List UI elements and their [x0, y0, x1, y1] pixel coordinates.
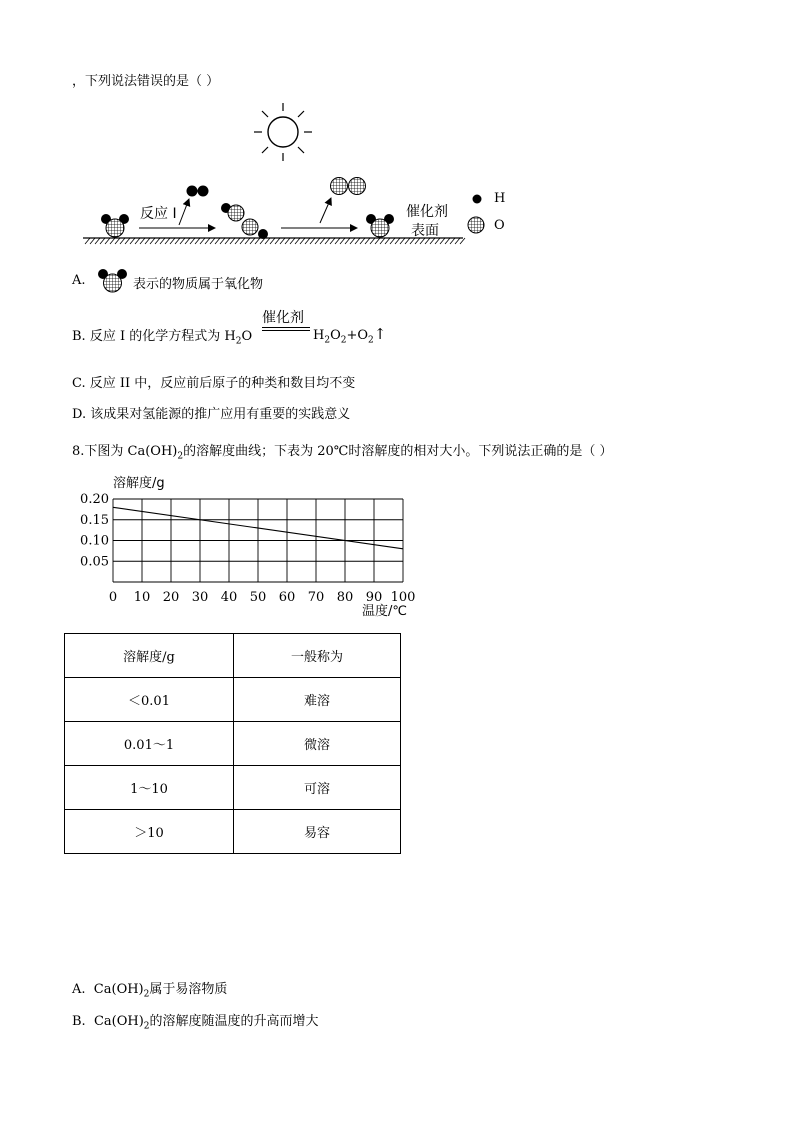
q7-option-c: C. 反应 II 中，反应前后原子的种类和数目均不变: [72, 376, 356, 391]
x-tick-label: 70: [307, 590, 325, 605]
hatch-mark: [375, 238, 380, 244]
table-header-cell: 一般称为: [234, 634, 401, 678]
hatch-mark: [400, 238, 405, 244]
gas-arrow-icon: ↑: [373, 325, 387, 343]
hatch-mark: [275, 238, 280, 244]
hatch-mark: [220, 238, 225, 244]
h-atom-icon: [473, 195, 482, 204]
x-tick-label: 90: [365, 590, 383, 605]
hatch-mark: [300, 238, 305, 244]
reaction-diagram: [75, 95, 535, 255]
hatch-mark: [405, 238, 410, 244]
x-tick-label: 10: [133, 590, 151, 605]
q7-option-b: [72, 325, 252, 347]
hatch-mark: [395, 238, 400, 244]
hatch-mark: [330, 238, 335, 244]
hatch-mark: [290, 238, 295, 244]
hatch-mark: [335, 238, 340, 244]
hatch-mark: [135, 238, 140, 244]
x-tick-label: 50: [249, 590, 267, 605]
table-header-row: [65, 634, 401, 678]
hatch-mark: [255, 238, 260, 244]
hatch-mark: [310, 238, 315, 244]
hatch-mark: [360, 238, 365, 244]
table-row: [65, 722, 401, 766]
arrow-up-icon: [179, 199, 189, 225]
y-tick-label: 0.15: [80, 512, 109, 528]
table-row: [65, 810, 401, 854]
reaction1-label: 反应 I: [140, 206, 177, 222]
hatch-mark: [295, 238, 300, 244]
hatch-mark: [270, 238, 275, 244]
equals-line: [262, 330, 310, 331]
x-tick-label: 100: [390, 590, 416, 605]
x-tick-label: 0: [108, 590, 118, 605]
reactant-formula: $H_2O$: [224, 329, 253, 347]
reaction-condition: 催化剂: [262, 310, 304, 326]
table-cell: 微溶: [234, 722, 401, 766]
hatch-mark: [230, 238, 235, 244]
hatch-mark: [280, 238, 285, 244]
hatch-mark: [460, 238, 465, 244]
hatch-mark: [390, 238, 395, 244]
table-cell: ＜0.01: [65, 678, 234, 722]
hatch-mark: [115, 238, 120, 244]
hatch-mark: [85, 238, 90, 244]
hatch-mark: [345, 238, 350, 244]
q8-option-a: A. $Ca(OH)_2$属于易溶物质: [72, 982, 228, 1000]
hydrogen-peroxide-icon: [221, 203, 268, 239]
q7-stem: ，下列说法错误的是（ ）: [72, 74, 220, 89]
y-tick-label: 0.20: [80, 492, 109, 507]
hydrogen-molecule-icon: [187, 186, 209, 197]
hatch-mark: [105, 238, 110, 244]
hatch-mark: [125, 238, 130, 244]
hatch-mark: [225, 238, 230, 244]
x-tick-label: 30: [191, 590, 209, 605]
hatch-mark: [285, 238, 290, 244]
hatch-mark: [455, 238, 460, 244]
hatch-mark: [165, 238, 170, 244]
hatch-mark: [380, 238, 385, 244]
product-formula: $H_2O_2+O_2↑$: [313, 325, 387, 346]
hatch-mark: [445, 238, 450, 244]
legend-o: O: [494, 218, 505, 233]
legend-h: H: [494, 191, 506, 206]
o-atom-icon: [468, 217, 484, 233]
hatch-mark: [265, 238, 270, 244]
hatch-mark: [325, 238, 330, 244]
hatch-mark: [355, 238, 360, 244]
x-tick-label: 60: [278, 590, 296, 605]
water-molecule-icon: [366, 214, 394, 237]
table-cell: ＞10: [65, 810, 234, 854]
hatch-mark: [180, 238, 185, 244]
y-tick-label: 0.10: [80, 533, 109, 549]
hatch-mark: [110, 238, 115, 244]
hatch-mark: [350, 238, 355, 244]
hatch-mark: [250, 238, 255, 244]
hatch-mark: [90, 238, 95, 244]
arrow-up-icon: [320, 198, 331, 223]
catalyst-label: 催化剂: [406, 204, 448, 220]
hatch-mark: [120, 238, 125, 244]
hatch-mark: [150, 238, 155, 244]
hatch-mark: [245, 238, 250, 244]
hatch-mark: [340, 238, 345, 244]
hatch-mark: [385, 238, 390, 244]
hatch-mark: [305, 238, 310, 244]
q7-option-b-text: 反应 I 的化学方程式为: [89, 329, 221, 344]
hatch-mark: [155, 238, 160, 244]
solubility-table: [64, 633, 401, 854]
hatch-mark: [195, 238, 200, 244]
q7-option-a-text: 表示的物质属于氧化物: [133, 277, 264, 292]
water-molecule-icon: [101, 214, 129, 237]
hatch-mark: [240, 238, 245, 244]
equals-line: [262, 327, 310, 328]
chart-xlabel: 温度/℃: [362, 604, 407, 619]
hatch-mark: [370, 238, 375, 244]
hatch-mark: [145, 238, 150, 244]
table-cell: 难溶: [234, 678, 401, 722]
hatch-mark: [160, 238, 165, 244]
x-tick-label: 40: [220, 590, 238, 605]
hatch-mark: [130, 238, 135, 244]
hatch-mark: [140, 238, 145, 244]
table-row: [65, 678, 401, 722]
table-row: [65, 766, 401, 810]
hatch-mark: [450, 238, 455, 244]
hatch-mark: [365, 238, 370, 244]
hatch-mark: [185, 238, 190, 244]
hatch-mark: [205, 238, 210, 244]
q7-option-a-letter: A.: [72, 273, 86, 288]
hatch-mark: [190, 238, 195, 244]
table-cell: 1～10: [65, 766, 234, 810]
q8-option-b: B. $Ca(OH)_2$的溶解度随温度的升高而增大: [72, 1014, 319, 1032]
hatch-mark: [315, 238, 320, 244]
hatch-mark: [95, 238, 100, 244]
y-tick-label: 0.05: [80, 554, 109, 570]
hatch-mark: [210, 238, 215, 244]
sun-icon: [254, 103, 312, 161]
q7-option-d: D. 该成果对氢能源的推广应用有重要的实践意义: [72, 407, 351, 422]
x-tick-label: 80: [336, 590, 354, 605]
hatch-mark: [175, 238, 180, 244]
table-cell: 0.01～1: [65, 722, 234, 766]
solubility-chart: [60, 470, 430, 620]
table-header-cell: 溶解度/g: [65, 634, 234, 678]
table-cell: 易容: [234, 810, 401, 854]
hatch-mark: [215, 238, 220, 244]
hatch-mark: [320, 238, 325, 244]
oxygen-molecule-icon: [331, 178, 366, 195]
x-tick-label: 20: [162, 590, 180, 605]
water-molecule-icon: [97, 266, 129, 294]
chart-ylabel: 溶解度/g: [113, 476, 165, 491]
catalyst-label-surface: 表面: [411, 223, 439, 239]
catalyst-surface: [83, 238, 465, 244]
hatch-mark: [440, 238, 445, 244]
hatch-mark: [100, 238, 105, 244]
hatch-mark: [235, 238, 240, 244]
table-cell: 可溶: [234, 766, 401, 810]
hatch-mark: [200, 238, 205, 244]
q7-option-b-letter: B.: [72, 329, 86, 344]
hatch-mark: [170, 238, 175, 244]
q8-stem: 8.下图为 $Ca(OH)_2$的溶解度曲线；下表为 20℃时溶解度的相对大小。下列说法正确的是（ ）: [72, 444, 613, 462]
